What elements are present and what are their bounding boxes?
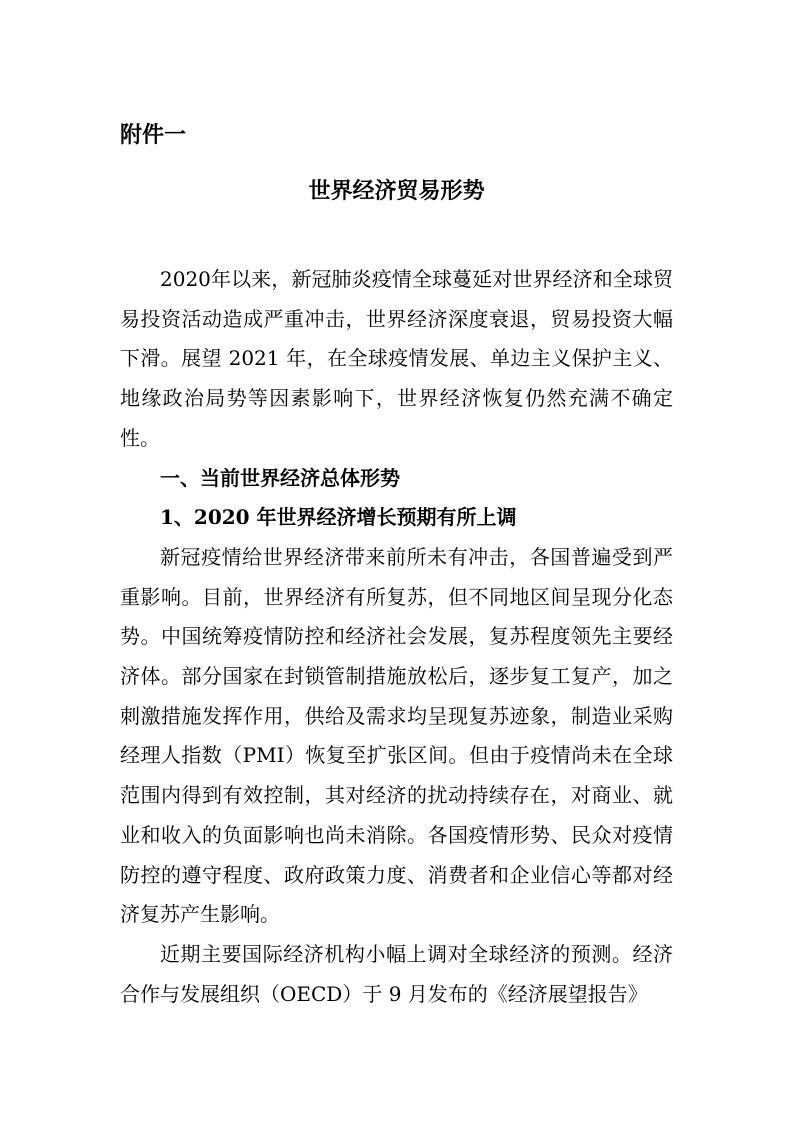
document-body: [120, 260, 673, 1014]
document-title: 世界经济贸易形势: [308, 179, 485, 204]
section-heading: 一、当前世界经济总体形势: [160, 465, 400, 490]
body-paragraph-2: 近期主要国际经济机构小幅上调对全球经济的预测。经济合作与发展组织（OECD）于 9 月发布的《经济展望报告》: [120, 941, 673, 1006]
annex-label: 附件一: [120, 123, 187, 148]
subsection-heading: 1、2020 年世界经济增长预期有所上调: [160, 505, 517, 530]
body-paragraph-1: 新冠疫情给世界经济带来前所未有冲击，各国普遍受到严重影响。目前，世界经济有所复苏，但不同地区间呈现分化态势。中国统筹疫情防控和经济社会发展，复苏程度领先主要经济体。部分国家在封锁管制措施放松后，逐步复工复产，加之刺激措施发挥作用，供给及需求均呈现复苏迹象，制造业采购经理人指数（PMI）恢复至扩张区间。但由于疫情尚未在全球范围内得到有效控制，其对经济的扰动持续存在，对商业、就业和收入的负面影响也尚未消除。各国疫情形势、民众对疫情防控的遵守程度、政府政策力度、消费者和企业信心等都对经济复苏产生影响。: [120, 544, 673, 927]
intro-paragraph: 2020年以来，新冠肺炎疫情全球蔓延对世界经济和全球贸易投资活动造成严重冲击，世界经济深度衰退，贸易投资大幅下滑。展望 2021 年，在全球疫情发展、单边主义保护主义、地缘政治局势等因素影响下，世界经济恢复仍然充满不确定性。: [120, 267, 673, 450]
